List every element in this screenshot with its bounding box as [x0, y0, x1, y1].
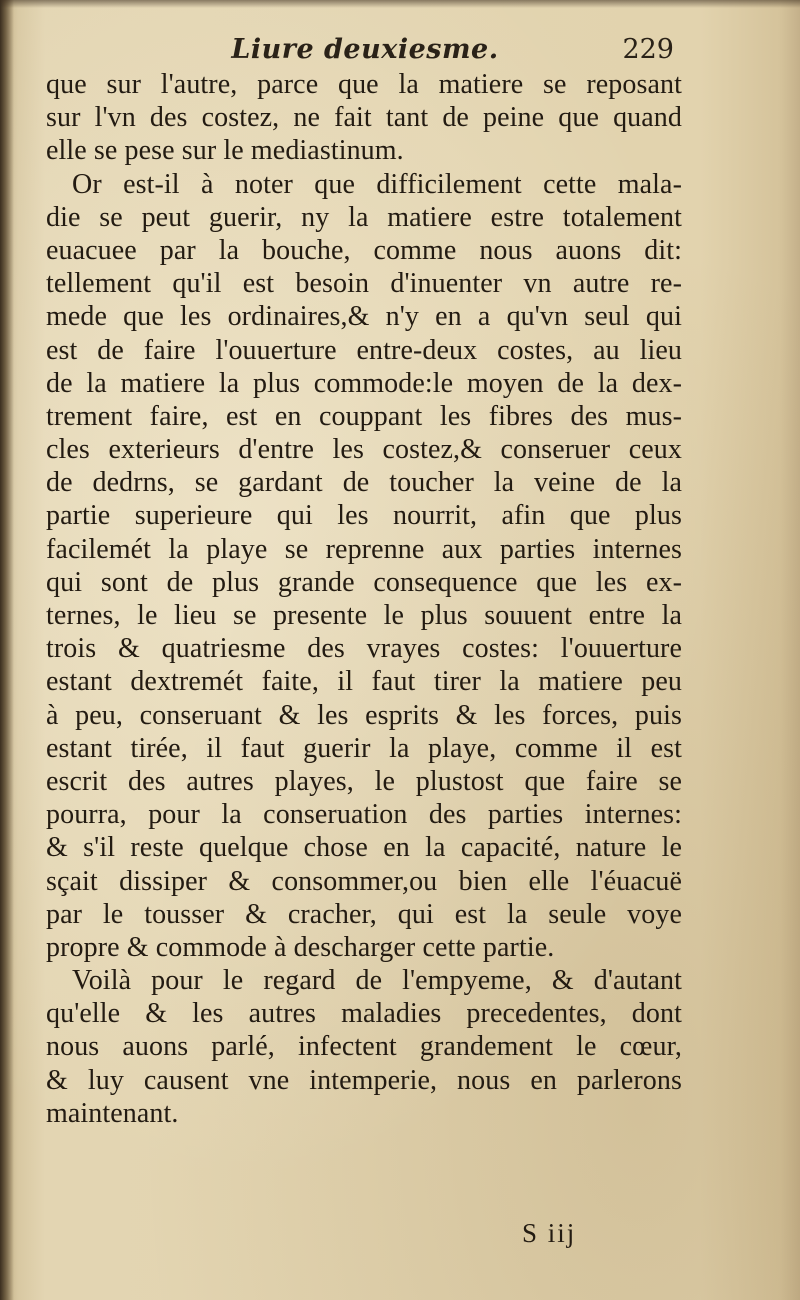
- signature-mark: S iij: [522, 1218, 577, 1248]
- text-line: propre & commode à descharger cette partie.: [46, 931, 555, 963]
- text-line: partie superieure qui les nourrit, afin que plus: [46, 500, 682, 532]
- text-line: ternes, le lieu se presente le plus souuent entre la: [46, 600, 682, 631]
- text-line: par le tousser & cracher, qui est la seule voye: [46, 898, 682, 930]
- text-line: maintenant.: [46, 1097, 179, 1129]
- text-line: escrit des autres playes, le plustost que faire se: [46, 765, 682, 797]
- text-line: elle se pese sur le mediastinum.: [46, 135, 404, 167]
- running-title: Liure deuxiesme.: [231, 34, 499, 65]
- binding-gutter: [0, 0, 14, 1300]
- text-line: à peu, conseruant & les esprits & les forces, puis: [46, 699, 682, 731]
- text-line: & luy causent vne intemperie, nous en parlerons: [46, 1064, 682, 1096]
- text-line: trois & quatriesme des vrayes costes: l'ouuerture: [46, 633, 682, 665]
- page-number: 229: [622, 34, 674, 65]
- page-top-edge: [0, 0, 800, 8]
- text-line: & s'il reste quelque chose en la capacité, nature le: [46, 832, 682, 864]
- body-text: [46, 68, 682, 1130]
- text-line: pourra, pour la conseruation des parties internes:: [46, 799, 682, 831]
- text-line: que sur l'autre, parce que la matiere se reposant: [46, 69, 682, 100]
- text-line: trement faire, est en couppant les fibres des mus-: [46, 400, 682, 432]
- text-line: tellement qu'il est besoin d'inuenter vn autre re-: [46, 268, 682, 300]
- text-line: de la matiere la plus commode:le moyen de la dex-: [46, 367, 682, 399]
- text-line: est de faire l'ouuerture entre-deux costes, au lieu: [46, 334, 682, 366]
- text-line: estant tirée, il faut guerir la playe, comme il est: [46, 732, 682, 764]
- text-line: mede que les ordinaires,& n'y en a qu'vn seul qui: [46, 301, 682, 333]
- text-line: Or est-il à noter que difficilement cette mala-: [72, 168, 682, 200]
- text-line: qui sont de plus grande consequence que les ex-: [46, 566, 682, 598]
- text-line: euacuee par la bouche, comme nous auons dit:: [46, 234, 682, 266]
- text-line: facilemét la playe se reprenne aux parties internes: [46, 533, 682, 565]
- text-line: estant dextremét faite, il faut tirer la matiere peu: [46, 666, 682, 698]
- text-line: nous auons parlé, infectent grandement le cœur,: [46, 1031, 682, 1063]
- text-line: cles exterieurs d'entre les costez,& conseruer ceux: [46, 434, 682, 466]
- text-line: sçait dissiper & consommer,ou bien elle l'éuacuë: [46, 865, 682, 897]
- text-line: sur l'vn des costez, ne fait tant de peine que quand: [46, 102, 682, 134]
- text-line: de dedrns, se gardant de toucher la veine de la: [46, 467, 682, 499]
- text-line: qu'elle & les autres maladies precedentes, dont: [46, 998, 682, 1030]
- text-line: die se peut guerir, ny la matiere estre totalement: [46, 201, 682, 233]
- text-line: Voilà pour le regard de l'empyeme, & d'autant: [72, 965, 682, 997]
